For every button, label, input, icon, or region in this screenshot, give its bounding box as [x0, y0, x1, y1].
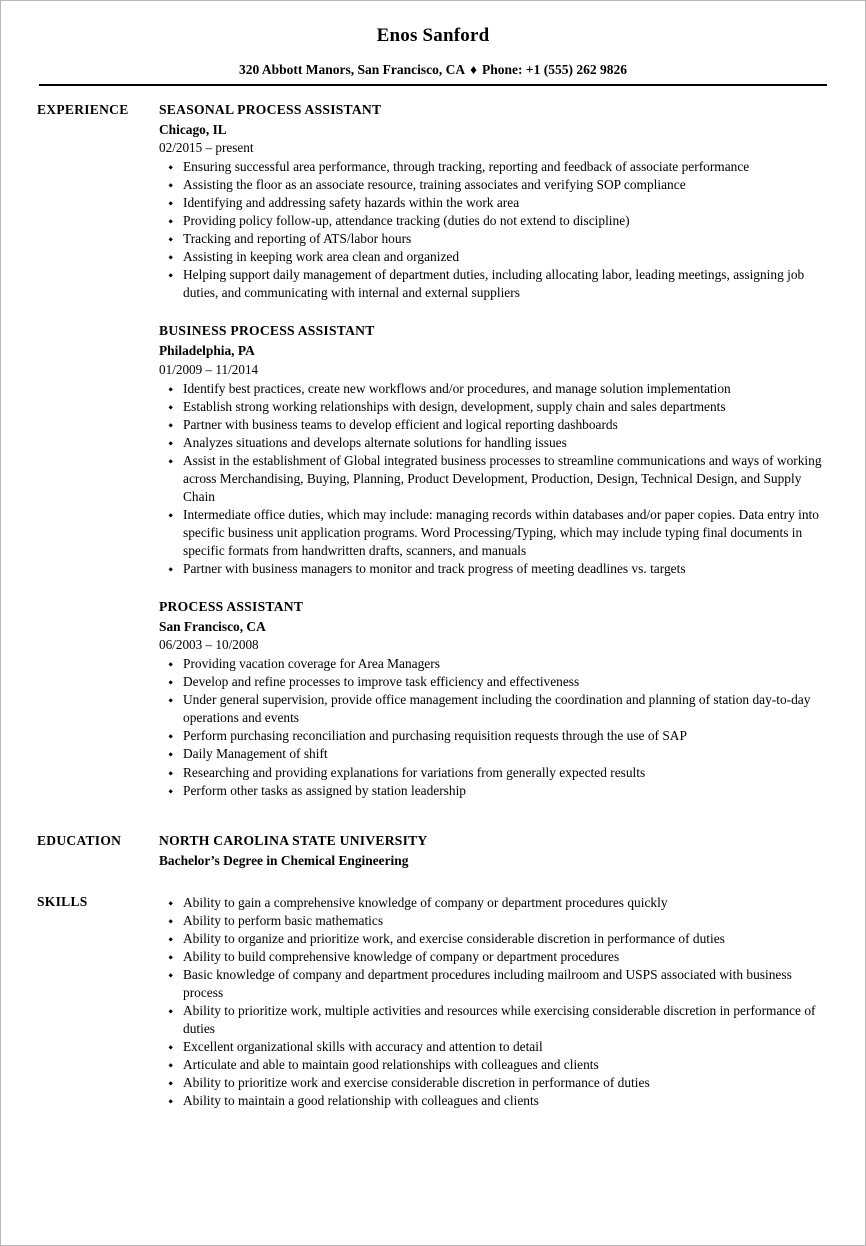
job-location: Chicago, IL [159, 121, 227, 137]
list-item: Researching and providing explanations for variations from generally expected results [159, 764, 829, 782]
list-item: Tracking and reporting of ATS/labor hours [159, 230, 829, 248]
list-item: Assisting the floor as an associate resource, training associates and verifying SOP compliance [159, 176, 829, 194]
resume-header [37, 23, 829, 86]
skills-list [159, 894, 829, 1110]
job-dates: 01/2009 – 11/2014 [159, 361, 259, 377]
job-responsibility-list [159, 655, 829, 799]
education-degree: Bachelor’s Degree in Chemical Engineering [159, 853, 409, 869]
list-item: Ability to build comprehensive knowledge of company or department procedures [159, 948, 829, 966]
job-title: BUSINESS PROCESS ASSISTANT [159, 323, 375, 339]
list-item: Providing policy follow-up, attendance tracking (duties do not extend to discipline) [159, 212, 829, 230]
job-entry [159, 598, 829, 800]
job-dates: 02/2015 – present [159, 140, 254, 156]
job-dates: 06/2003 – 10/2008 [159, 637, 259, 653]
list-item: Identifying and addressing safety hazards within the work area [159, 194, 829, 212]
list-item: Partner with business teams to develop efficient and logical reporting dashboards [159, 416, 829, 434]
list-item: Intermediate office duties, which may include: managing records within databases and/or paper copies. Data entry into specific business unit application programs. Word Processing/Typing, which may include typing final documents in specific formats from handwritten drafts, scanners, and manuals [159, 506, 829, 560]
list-item: Articulate and able to maintain good relationships with colleagues and clients [159, 1056, 829, 1074]
education-school: NORTH CAROLINA STATE UNIVERSITY [159, 832, 428, 848]
job-entry [159, 322, 829, 578]
list-item: Daily Management of shift [159, 745, 829, 763]
job-entry [159, 101, 829, 303]
contact-address: 320 Abbott Manors, San Francisco, CA [239, 61, 466, 77]
list-item: Identify best practices, create new workflows and/or procedures, and manage solution implementation [159, 380, 829, 398]
list-item: Assist in the establishment of Global integrated business processes to streamline communications and ways of working across Merchandising, Buying, Planning, Product Development, Production, Design, Technical Design, and Supply Chain [159, 452, 829, 506]
resume-content [1, 1, 865, 1245]
list-item: Ensuring successful area performance, through tracking, reporting and feedback of associate performance [159, 158, 829, 176]
contact-line [37, 62, 829, 78]
job-title: PROCESS ASSISTANT [159, 599, 304, 615]
job-location: Philadelphia, PA [159, 343, 255, 359]
experience-body [157, 101, 829, 800]
list-item: Ability to perform basic mathematics [159, 912, 829, 930]
list-item: Excellent organizational skills with accuracy and attention to detail [159, 1038, 829, 1056]
experience-label-column [37, 101, 157, 119]
job-location: San Francisco, CA [159, 618, 266, 634]
list-item: Partner with business managers to monitor and track progress of meeting deadlines vs. targets [159, 560, 829, 578]
header-divider [39, 84, 827, 86]
skills-body [157, 892, 829, 1110]
list-item: Ability to maintain a good relationship with colleagues and clients [159, 1092, 829, 1110]
job-title: SEASONAL PROCESS ASSISTANT [159, 101, 382, 117]
list-item: Providing vacation coverage for Area Managers [159, 655, 829, 673]
list-item: Ability to prioritize work and exercise considerable discretion in performance of duties [159, 1074, 829, 1092]
section-heading-skills: SKILLS [37, 893, 88, 909]
list-item: Analyzes situations and develops alternate solutions for handling issues [159, 434, 829, 452]
contact-phone: Phone: +1 (555) 262 9826 [482, 61, 627, 77]
list-item: Ability to prioritize work, multiple activities and resources while exercising considerable discretion in performance of duties [159, 1002, 829, 1038]
list-item: Perform purchasing reconciliation and purchasing requisition requests through the use of SAP [159, 727, 829, 745]
skills-label-column [37, 892, 157, 911]
list-item: Assisting in keeping work area clean and organized [159, 248, 829, 266]
list-item: Helping support daily management of department duties, including allocating labor, leading meetings, assigning job duties, and communicating with internal and external suppliers [159, 266, 829, 302]
list-item: Basic knowledge of company and department procedures including mailroom and USPS associated with business process [159, 966, 829, 1002]
education-body [157, 832, 829, 870]
education-label-column [37, 832, 157, 850]
diamond-separator-icon: ♦ [470, 61, 478, 77]
skills-section [37, 892, 829, 1110]
list-item: Ability to gain a comprehensive knowledge of company or department procedures quickly [159, 894, 829, 912]
job-responsibility-list [159, 380, 829, 578]
list-item: Under general supervision, provide office management including the coordination and planning of station day-to-day operations and events [159, 691, 829, 727]
list-item: Establish strong working relationships with design, development, supply chain and sales departments [159, 398, 829, 416]
list-item: Perform other tasks as assigned by station leadership [159, 782, 829, 800]
experience-section [37, 101, 829, 800]
list-item: Ability to organize and prioritize work, and exercise considerable discretion in performance of duties [159, 930, 829, 948]
education-section [37, 832, 829, 870]
list-item: Develop and refine processes to improve task efficiency and effectiveness [159, 673, 829, 691]
candidate-name: Enos Sanford [376, 25, 490, 46]
job-responsibility-list [159, 158, 829, 302]
section-heading-education: EDUCATION [37, 832, 122, 848]
section-heading-experience: EXPERIENCE [37, 101, 129, 117]
